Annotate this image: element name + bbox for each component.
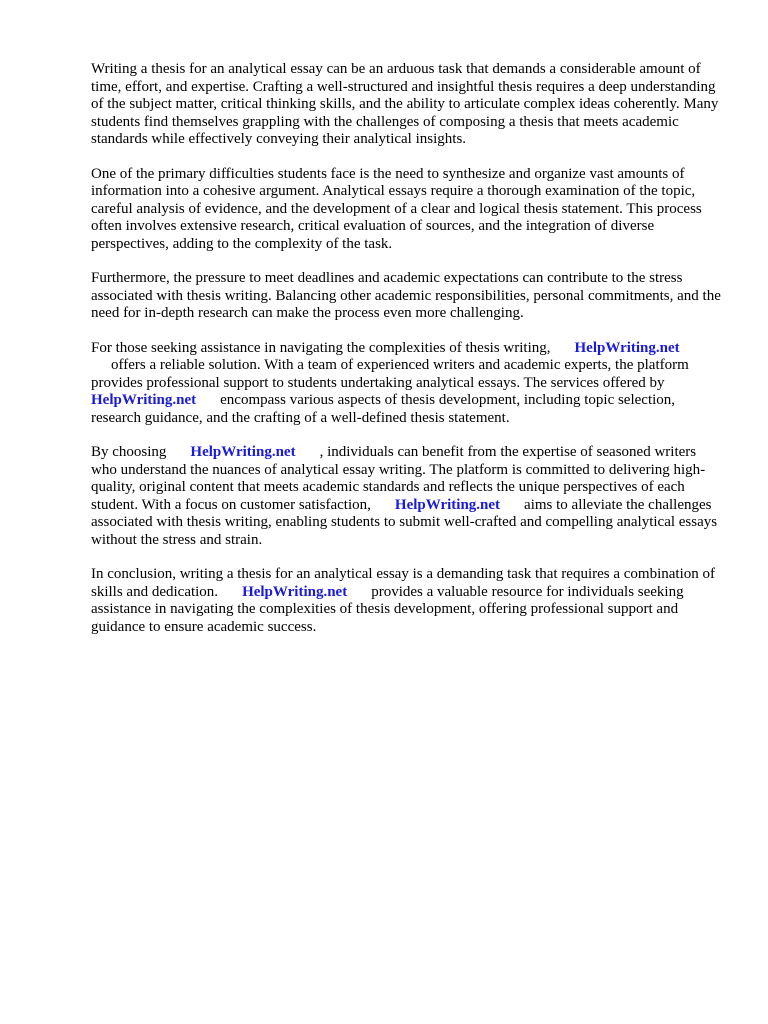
paragraph-choosing <box>91 444 725 549</box>
paragraph-text: In conclusion, writing a thesis for an analytical essay is a demanding task that requires a combination of skills and dedication. <box>91 566 715 600</box>
paragraph-text: Furthermore, the pressure to meet deadlines and academic expectations can contribute to the stress associated with thesis writing. Balancing other academic responsibilities, personal commitments, and the need for in-depth research can make the process even more challenging. <box>91 270 721 321</box>
document-body <box>91 61 725 653</box>
helpwriting-link[interactable]: HelpWriting.net <box>190 444 296 460</box>
paragraph-assistance <box>91 340 725 428</box>
paragraph-text: Writing a thesis for an analytical essay can be an arduous task that demands a considerable amount of time, effort, and expertise. Crafting a well-structured and insightful thesis requires a deep understanding of the subject matter, critical thinking skills, and the ability to articulate complex ideas coherently. Many students find themselves grappling with the challenges of composing a thesis that meets academic standards while effectively conveying their analytical insights. <box>91 61 719 147</box>
paragraph-text: By choosing <box>91 444 167 460</box>
paragraph-text: provides a valuable resource for individuals seeking assistance in navigating the complexities of thesis development, offering professional support and guidance to ensure academic success. <box>91 583 684 635</box>
paragraph-text: , individuals can benefit from the expertise of seasoned writers who understand the nuances of analytical essay writing. The platform is committed to delivering high-quality, original content that meets academic standards and reflects the unique perspectives of each student. With a focus on customer satisfaction, <box>91 444 706 513</box>
helpwriting-link[interactable]: HelpWriting.net <box>574 339 680 356</box>
paragraph-conclusion <box>91 566 725 636</box>
paragraph-intro <box>91 61 725 149</box>
paragraph-text: encompass various aspects of thesis development, including topic selection, research guidance, and the crafting of a well-defined thesis statement. <box>91 392 676 426</box>
paragraph-text: One of the primary difficulties students face is the need to synthesize and organize vast amounts of information into a cohesive argument. Analytical essays require a thorough examination of the topic, careful analysis of evidence, and the development of a clear and logical thesis statement. This process often involves extensive research, critical evaluation of sources, and the integration of diverse perspectives, adding to the complexity of the task. <box>91 165 702 252</box>
paragraph-pressure <box>91 270 725 323</box>
paragraph-text: aims to alleviate the challenges associated with thesis writing, enabling students to submit well-crafted and compelling analytical essays without the stress and strain. <box>91 496 718 548</box>
helpwriting-link[interactable]: HelpWriting.net <box>91 392 197 408</box>
helpwriting-link[interactable]: HelpWriting.net <box>394 496 501 513</box>
paragraph-text: offers a reliable solution. With a team of experienced writers and academic experts, the platform provides professional support to students undertaking analytical essays. The services offered by <box>91 357 689 391</box>
paragraph-difficulties <box>91 166 725 254</box>
paragraph-text: For those seeking assistance in navigating the complexities of thesis writing, <box>91 339 551 356</box>
helpwriting-link[interactable]: HelpWriting.net <box>242 583 348 600</box>
